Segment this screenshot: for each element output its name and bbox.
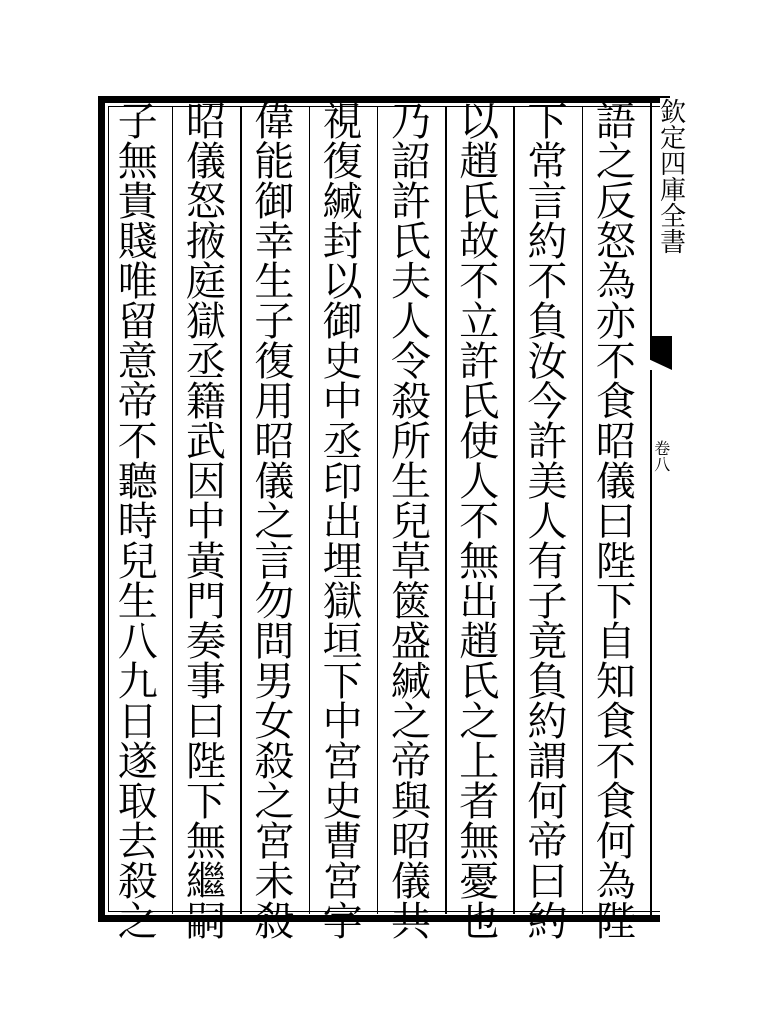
character: 食 [595,379,636,425]
character: 中 [186,499,227,545]
character: 亦 [595,299,636,345]
character: 常 [527,139,568,185]
character: 為 [595,859,636,905]
character: 昭 [186,99,227,145]
character: 之 [117,899,158,945]
character: 謂 [527,739,568,785]
character: 帝 [527,819,568,865]
character: 日 [117,699,158,745]
character: 女 [254,699,295,745]
character: 乃 [390,99,431,145]
character: 幸 [254,219,295,265]
character: 子 [117,99,158,145]
character: 以 [459,99,500,145]
character: 緘 [390,659,431,705]
character: 留 [117,299,158,345]
character: 未 [254,859,295,905]
character: 氏 [459,179,500,225]
character: 所 [390,419,431,465]
character: 約 [527,219,568,265]
character: 獄 [186,299,227,345]
fold-title-text: 欽定四庫全書 [655,98,686,254]
text-column [587,99,645,945]
character: 篋 [390,579,431,625]
text-column [314,99,372,945]
character: 子 [527,579,568,625]
character: 言 [254,539,295,585]
column-rule [309,106,311,914]
character: 何 [595,819,636,865]
character: 反 [595,179,636,225]
character: 曰 [527,859,568,905]
character: 庭 [186,259,227,305]
character: 字 [322,899,363,945]
character: 無 [186,819,227,865]
character: 男 [254,659,295,705]
character: 陛 [595,539,636,585]
character: 印 [322,459,363,505]
character: 殺 [254,739,295,785]
character: 詔 [390,139,431,185]
character: 宮 [254,819,295,865]
character: 唯 [117,259,158,305]
character: 不 [117,419,158,465]
character: 去 [117,819,158,865]
character: 怒 [186,179,227,225]
character: 怒 [595,219,636,265]
character: 史 [322,339,363,385]
character: 言 [527,179,568,225]
character: 自 [595,619,636,665]
character: 趙 [459,139,500,185]
column-rule [240,106,242,914]
character: 陛 [186,739,227,785]
character: 史 [322,779,363,825]
column-rule [377,106,379,914]
column-rule [582,106,584,914]
character: 子 [254,299,295,345]
character: 語 [595,99,636,145]
character: 許 [527,419,568,465]
character: 九 [117,659,158,705]
character: 宮 [322,739,363,785]
character: 封 [322,219,363,265]
text-column [382,99,440,945]
character: 食 [595,779,636,825]
character: 丞 [322,419,363,465]
character: 曰 [595,499,636,545]
character: 無 [459,539,500,585]
text-column [245,99,303,945]
column-rule [172,106,174,914]
character: 上 [459,739,500,785]
character: 汝 [527,339,568,385]
character: 生 [117,579,158,625]
character: 有 [527,539,568,585]
character: 緘 [322,179,363,225]
character: 用 [254,379,295,425]
character: 儀 [595,459,636,505]
character: 使 [459,419,500,465]
character: 竟 [527,619,568,665]
character: 下 [322,659,363,705]
character: 殺 [117,859,158,905]
character: 昭 [595,419,636,465]
text-column [450,99,508,945]
character: 之 [595,139,636,185]
character: 氏 [459,379,500,425]
character: 美 [527,459,568,505]
character: 趙 [459,619,500,665]
character: 出 [322,499,363,545]
character: 不 [527,259,568,305]
character: 約 [527,699,568,745]
character: 約 [527,899,568,945]
character: 因 [186,459,227,505]
character: 儀 [390,859,431,905]
character: 復 [254,339,295,385]
character: 丞 [186,339,227,385]
character: 為 [595,259,636,305]
fold-title [650,96,686,338]
character: 盛 [390,619,431,665]
character: 與 [390,779,431,825]
character: 中 [322,379,363,425]
character: 兒 [390,499,431,545]
character: 聽 [117,459,158,505]
character: 出 [459,579,500,625]
character: 偉 [254,99,295,145]
character: 食 [595,699,636,745]
character: 籍 [186,379,227,425]
character: 之 [254,499,295,545]
character: 八 [117,619,158,665]
character: 帝 [117,379,158,425]
character: 時 [117,499,158,545]
character: 御 [322,299,363,345]
character: 嗣 [186,899,227,945]
character: 殺 [254,899,295,945]
character: 令 [390,339,431,385]
character: 許 [390,179,431,225]
fold-juan-label [652,440,670,472]
character: 故 [459,219,500,265]
character: 能 [254,139,295,185]
character: 勿 [254,579,295,625]
character: 陛 [595,899,636,945]
character: 事 [186,659,227,705]
character: 兒 [117,539,158,585]
character: 以 [322,259,363,305]
character: 賤 [117,219,158,265]
character: 之 [254,779,295,825]
character: 人 [390,299,431,345]
character: 奏 [186,619,227,665]
character: 共 [390,899,431,945]
character: 下 [186,779,227,825]
character: 氏 [390,219,431,265]
character: 之 [390,699,431,745]
text-column [519,99,577,945]
character: 憂 [459,859,500,905]
character: 氏 [459,659,500,705]
character: 何 [527,779,568,825]
character: 御 [254,179,295,225]
character: 昭 [390,819,431,865]
character: 不 [459,499,500,545]
character: 視 [322,99,363,145]
character: 人 [527,499,568,545]
character: 生 [390,459,431,505]
fold-juan-text: 卷八 [651,440,671,472]
character: 埋 [322,539,363,585]
character: 曰 [186,699,227,745]
character: 儀 [254,459,295,505]
character: 意 [117,339,158,385]
character: 獄 [322,579,363,625]
character: 掖 [186,219,227,265]
character: 曹 [322,819,363,865]
character: 負 [527,299,568,345]
character: 也 [459,899,500,945]
character: 許 [459,339,500,385]
character: 負 [527,659,568,705]
text-column [109,99,167,945]
character: 儀 [186,139,227,185]
character: 問 [254,619,295,665]
character: 不 [459,259,500,305]
character: 中 [322,699,363,745]
character: 遂 [117,739,158,785]
character: 無 [459,819,500,865]
column-rule [445,106,447,914]
column-rule [513,106,515,914]
character: 下 [527,99,568,145]
character: 者 [459,779,500,825]
character: 昭 [254,419,295,465]
character: 不 [595,739,636,785]
text-column [177,99,235,945]
character: 今 [527,379,568,425]
character: 繼 [186,859,227,905]
character: 殺 [390,379,431,425]
character: 人 [459,459,500,505]
character: 知 [595,659,636,705]
character: 帝 [390,739,431,785]
character: 武 [186,419,227,465]
character: 下 [595,579,636,625]
character: 草 [390,539,431,585]
character: 黃 [186,539,227,585]
character: 復 [322,139,363,185]
character: 無 [117,139,158,185]
character: 夫 [390,259,431,305]
character: 宮 [322,859,363,905]
character: 生 [254,259,295,305]
character: 貴 [117,179,158,225]
character: 立 [459,299,500,345]
character: 之 [459,699,500,745]
character: 門 [186,579,227,625]
character: 不 [595,339,636,385]
character: 垣 [322,619,363,665]
character: 取 [117,779,158,825]
